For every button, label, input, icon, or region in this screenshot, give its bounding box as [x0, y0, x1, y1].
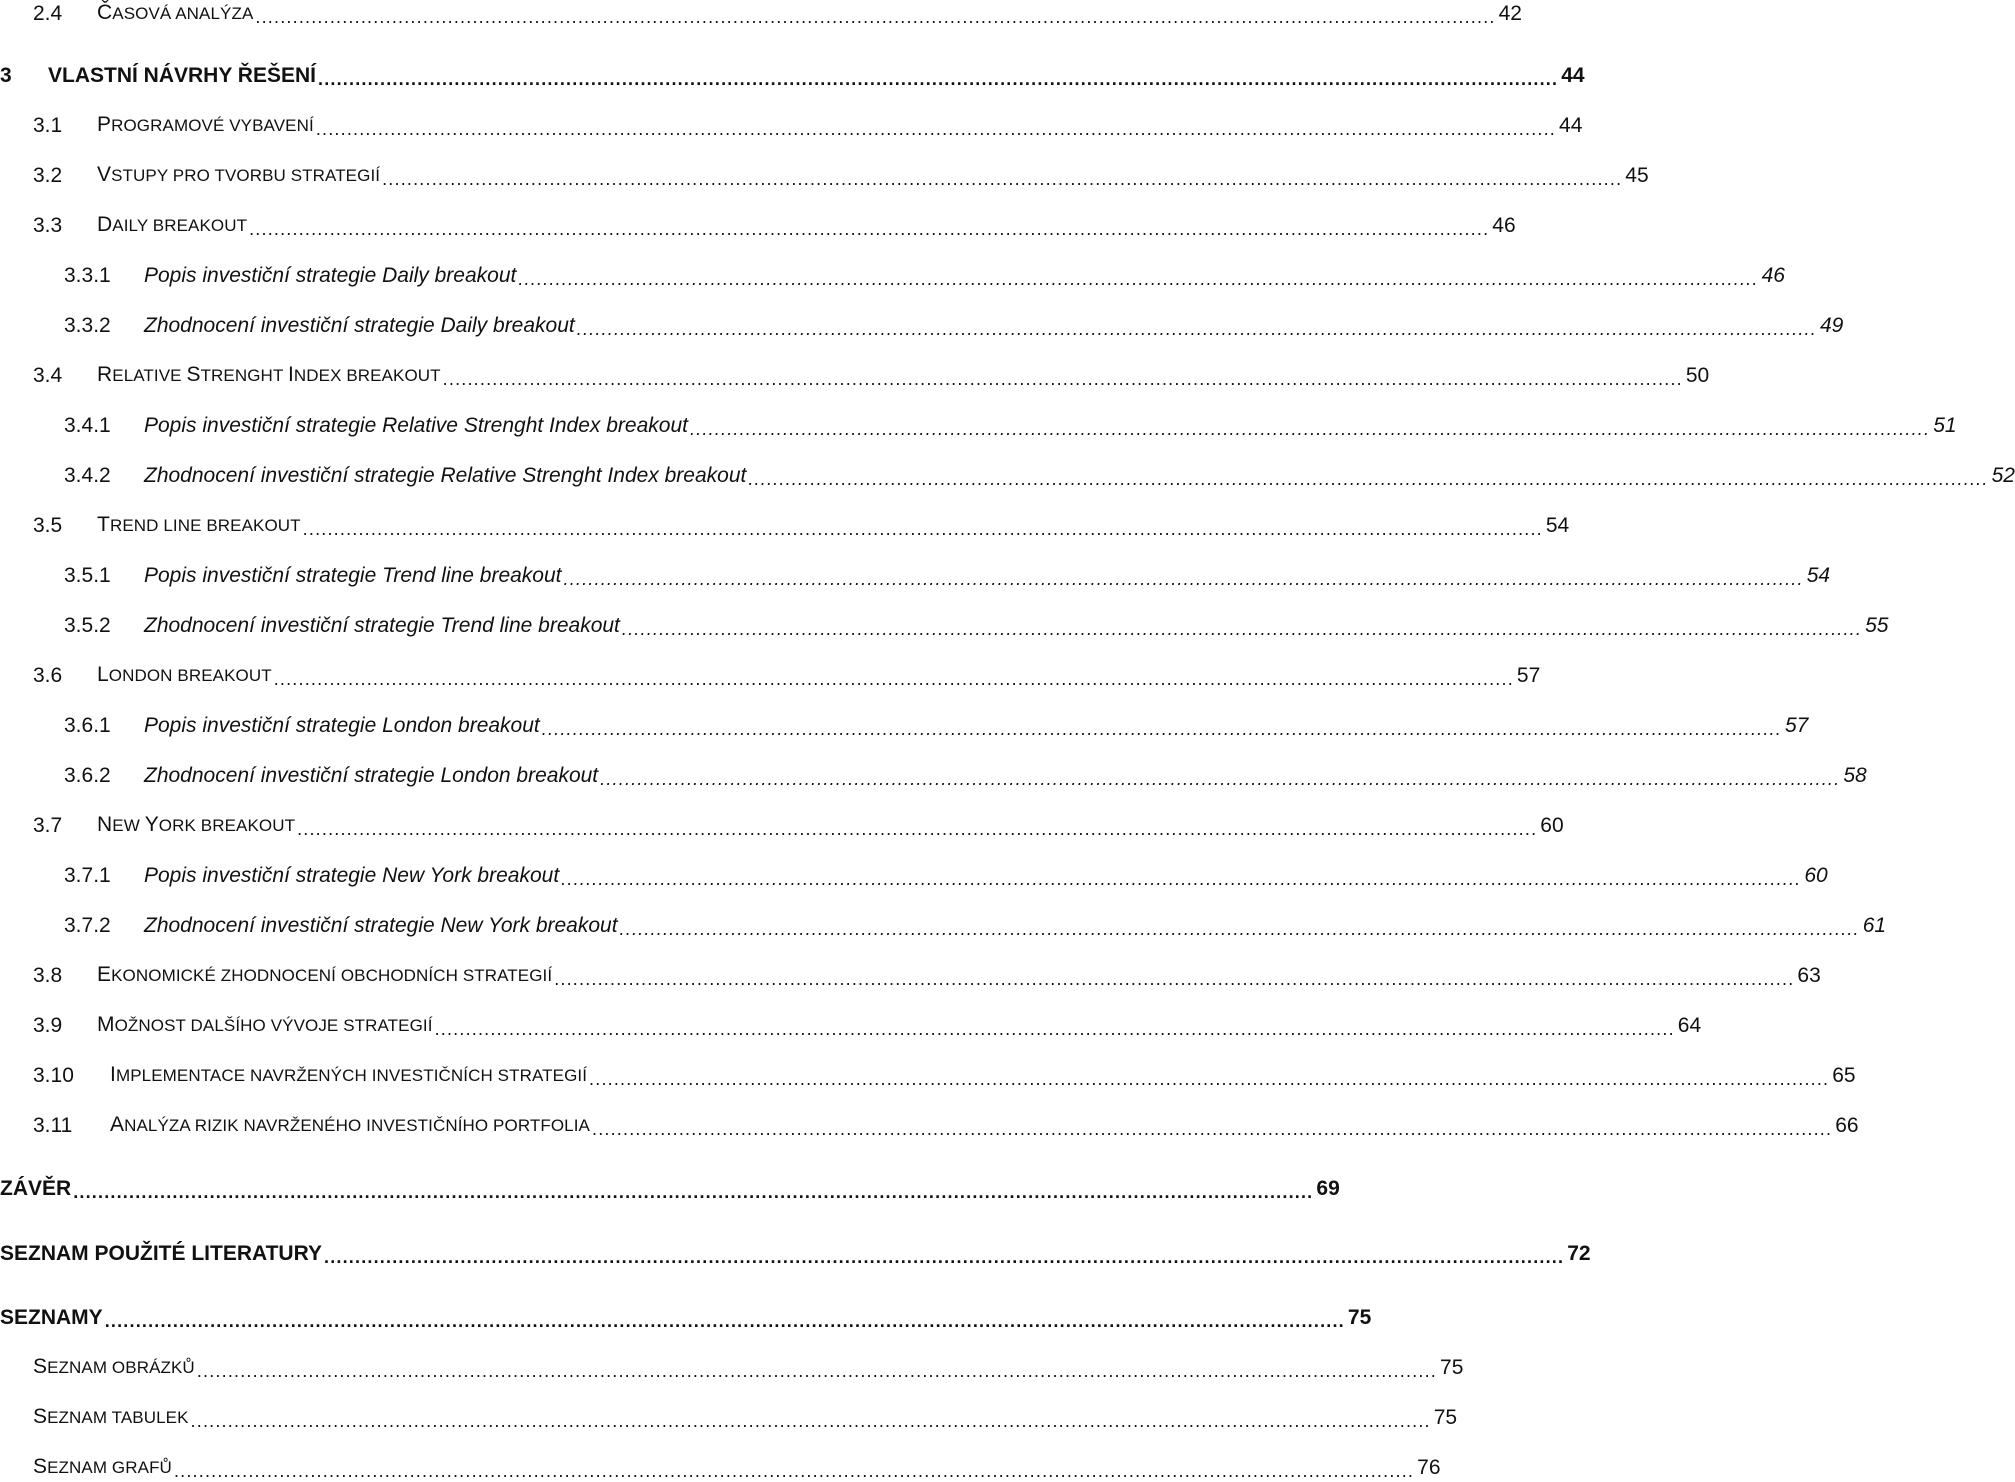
toc-entry-title: VLASTNÍ NÁVRHY ŘEŠENÍ [48, 64, 316, 87]
toc-entry-title [110, 1111, 590, 1140]
toc-entry[interactable] [0, 1298, 1372, 1332]
toc-entry-title: Zhodnocení investiční strategie London breakout [144, 764, 599, 787]
toc-entry-page: 75 [1440, 1356, 1464, 1379]
toc-entry-page: 49 [1819, 314, 1844, 337]
toc-entry-number: 3.5 [33, 514, 63, 537]
toc-entry-title [33, 1353, 195, 1382]
toc-entry-title-smallcaps: TRENGHT [200, 366, 288, 385]
toc-entry-number: 3.4 [33, 364, 63, 387]
toc-entry-title-initial: P [97, 113, 112, 136]
toc-entry-page: 54 [1806, 564, 1831, 587]
toc-entry[interactable] [0, 956, 1821, 990]
toc-entry-page: 58 [1843, 764, 1867, 787]
toc-entry-number: 3.8 [33, 964, 63, 987]
toc-entry-title [97, 111, 314, 140]
toc-entry-title-initial: S [186, 363, 201, 386]
toc-entry[interactable] [0, 856, 1828, 890]
toc-entry-title-smallcaps: ELATIVE [112, 366, 187, 385]
toc-entry-title-smallcaps: EZNAM GRAFŮ [47, 1458, 172, 1477]
toc-entry-title-smallcaps: ROGRAMOVÉ VYBAVENÍ [111, 116, 314, 135]
toc-entry-title-initial: N [97, 813, 113, 836]
toc-entry-title-smallcaps: STUPY PRO TVORBU STRATEGIÍ [111, 166, 381, 185]
toc-entry-page: 72 [1567, 1242, 1591, 1265]
toc-entry[interactable] [0, 706, 1809, 740]
toc-entry-title-initial: S [33, 1355, 48, 1378]
toc-entry-number: 3.5.2 [64, 614, 111, 637]
toc-dot-leader: ........................................................................................................................................................................................................ [324, 1247, 1565, 1267]
toc-dot-leader: ........................................................................................................................................................................................................ [382, 169, 1623, 189]
toc-entry-number: 3.2 [33, 164, 63, 187]
toc-entry-page: 69 [1316, 1177, 1340, 1200]
toc-entry-page: 76 [1417, 1456, 1441, 1479]
toc-entry-number: 3.6.2 [64, 764, 111, 787]
toc-entry-page: 57 [1784, 714, 1809, 737]
toc-entry-title-smallcaps: KONOMICKÉ ZHODNOCENÍ OBCHODNÍCH STRATEGIÍ [111, 966, 553, 985]
toc-dot-leader: ........................................................................................................................................................................................................ [173, 1461, 1415, 1481]
toc-dot-leader: ........................................................................................................................................................................................................ [621, 619, 1863, 639]
toc-entry-page: 54 [1545, 514, 1570, 537]
toc-entry-page: 51 [1933, 414, 1957, 437]
toc-dot-leader: ........................................................................................................................................................................................................ [442, 369, 1683, 389]
toc-entry-title [97, 961, 552, 990]
toc-entry-title-initial: Č [97, 1, 113, 24]
toc-dot-leader: ........................................................................................................................................................................................................ [600, 769, 1841, 789]
toc-entry-number: 3.9 [33, 1014, 63, 1037]
toc-entry[interactable] [0, 1169, 1340, 1203]
toc-entry-title-initial: E [97, 963, 112, 986]
toc-entry-page: 42 [1498, 2, 1522, 25]
toc-entry-title [97, 811, 295, 840]
toc-entry-title-initial: L [97, 663, 109, 686]
toc-entry[interactable] [0, 356, 1710, 390]
toc-entry[interactable] [0, 656, 1541, 690]
toc-dot-leader: ........................................................................................................................................................................................................ [576, 319, 1817, 339]
toc-entry-title [97, 1011, 433, 1040]
toc-entry-page: 50 [1685, 364, 1710, 387]
toc-dot-leader: ........................................................................................................................................................................................................ [273, 669, 1514, 689]
toc-dot-leader: ........................................................................................................................................................................................................ [563, 569, 1804, 589]
toc-entry-number: 3.3.1 [64, 264, 111, 287]
toc-entry[interactable] [0, 106, 1583, 140]
toc-entry[interactable] [0, 0, 1522, 28]
toc-entry[interactable] [0, 206, 1516, 240]
toc-entry-number: 3.4.2 [64, 464, 111, 487]
toc-entry-title-initial: T [97, 513, 110, 536]
toc-entry-number: 3.1 [33, 114, 63, 137]
toc-dot-leader: ........................................................................................................................................................................................................ [249, 219, 1490, 239]
toc-entry[interactable] [0, 456, 2015, 490]
toc-entry-page: 61 [1862, 914, 1887, 937]
toc-dot-leader: ........................................................................................................................................................................................................ [297, 819, 1538, 839]
toc-dot-leader: ........................................................................................................................................................................................................ [315, 119, 1557, 139]
toc-entry-page: 75 [1433, 1406, 1458, 1429]
toc-entry[interactable] [0, 556, 1831, 590]
toc-entry-number: 3 [0, 64, 12, 87]
toc-entry-number: 3.5.1 [64, 564, 111, 587]
toc-entry-title: Zhodnocení investiční strategie Daily breakout [144, 314, 575, 337]
toc-dot-leader: ........................................................................................................................................................................................................ [554, 969, 1795, 989]
toc-entry-title-smallcaps: NALÝZA RIZIK NAVRŽENÉHO INVESTIČNÍHO PORTFOLIA [124, 1116, 590, 1135]
toc-entry-title [97, 361, 441, 390]
toc-dot-leader: ........................................................................................................................................................................................................ [434, 1019, 1675, 1039]
toc-entry-title-smallcaps: NDEX BREAKOUT [293, 366, 441, 385]
toc-entry-page: 65 [1832, 1064, 1856, 1087]
toc-entry-title-initial: V [97, 163, 112, 186]
toc-entry-page: 44 [1561, 64, 1585, 87]
toc-dot-leader: ........................................................................................................................................................................................................ [255, 7, 1496, 27]
toc-entry-title-smallcaps: OŽNOST DALŠÍHO VÝVOJE STRATEGIÍ [114, 1016, 433, 1035]
toc-entry-title-smallcaps: EZNAM OBRÁZKŮ [47, 1358, 195, 1377]
toc-entry-title-initial: I [110, 1063, 116, 1086]
toc-entry-title-initial: Y [144, 813, 159, 836]
toc-entry[interactable] [0, 256, 1785, 290]
toc-entry-page: 46 [1492, 214, 1516, 237]
toc-dot-leader: ........................................................................................................................................................................................................ [561, 869, 1802, 889]
toc-dot-leader: ........................................................................................................................................................................................................ [73, 1182, 1314, 1202]
toc-dot-leader: ........................................................................................................................................................................................................ [619, 919, 1860, 939]
toc-entry-title: Zhodnocení investiční strategie New York breakout [144, 914, 618, 937]
toc-entry-page: 63 [1797, 964, 1821, 987]
toc-entry-title: Zhodnocení investiční strategie Relative Strenght Index breakout [144, 464, 747, 487]
toc-dot-leader: ........................................................................................................................................................................................................ [689, 419, 1931, 439]
toc-entry[interactable] [0, 1348, 1464, 1382]
toc-entry-title: Popis investiční strategie Trend line breakout [144, 564, 562, 587]
toc-entry-title: SEZNAM POUŽITÉ LITERATURY [0, 1242, 322, 1265]
toc-entry-number: 3.4.1 [64, 414, 111, 437]
toc-dot-leader: ........................................................................................................................................................................................................ [302, 519, 1543, 539]
toc-entry-title [97, 161, 380, 190]
toc-entry-number: 3.11 [33, 1114, 73, 1137]
toc-entry-page: 75 [1347, 1306, 1372, 1329]
toc-dot-leader: ........................................................................................................................................................................................................ [518, 269, 1759, 289]
toc-entry-number: 3.7.1 [64, 864, 111, 887]
toc-entry-title: ZÁVĚR [0, 1177, 72, 1200]
toc-entry-page: 44 [1559, 114, 1583, 137]
toc-entry-title: Popis investiční strategie Daily breakout [144, 264, 517, 287]
toc-entry-title-initial: I [287, 363, 294, 386]
toc-entry[interactable] [0, 306, 1844, 340]
toc-entry-title: Zhodnocení investiční strategie Trend line breakout [144, 614, 620, 637]
toc-entry-page: 45 [1625, 164, 1649, 187]
toc-entry-page: 60 [1540, 814, 1564, 837]
toc-entry[interactable] [0, 1056, 1856, 1090]
toc-entry-title-smallcaps: ASOVÁ ANALÝZA [112, 4, 254, 23]
toc-entry-title-smallcaps: EW [112, 816, 145, 835]
toc-entry[interactable] [0, 156, 1649, 190]
toc-entry-title-initial: M [97, 1013, 115, 1036]
toc-entry-title-initial: D [97, 213, 113, 236]
toc-entry-title-initial: S [33, 1455, 48, 1478]
toc-entry-title [97, 511, 301, 540]
toc-entry-title [97, 0, 253, 28]
toc-dot-leader: ........................................................................................................................................................................................................ [541, 719, 1782, 739]
toc-entry-title: Popis investiční strategie London breakout [144, 714, 540, 737]
toc-entry-title-smallcaps: MPLEMENTACE NAVRŽENÝCH INVESTIČNÍCH STRATEGIÍ [115, 1066, 588, 1085]
toc-entry[interactable] [0, 906, 1887, 940]
toc-entry-page: 64 [1677, 1014, 1702, 1037]
toc-entry-number: 2.4 [33, 2, 63, 25]
toc-entry-title [97, 211, 247, 240]
toc-entry[interactable] [0, 1448, 1441, 1482]
toc-entry-title: SEZNAMY [0, 1306, 103, 1329]
toc-entry-page: 52 [1991, 464, 2015, 487]
toc-entry-page: 60 [1804, 864, 1828, 887]
toc-entry-title-smallcaps: ONDON BREAKOUT [108, 666, 272, 685]
toc-entry-number: 3.7.2 [64, 914, 111, 937]
toc-entry[interactable] [0, 56, 1585, 90]
toc-entry-title [33, 1453, 172, 1482]
toc-entry-number: 3.6 [33, 664, 63, 687]
toc-entry-page: 57 [1516, 664, 1541, 687]
toc-dot-leader: ........................................................................................................................................................................................................ [592, 1119, 1833, 1139]
toc-entry-title-initial: S [33, 1405, 48, 1428]
toc-entry[interactable] [0, 1106, 1859, 1140]
toc-dot-leader: ........................................................................................................................................................................................................ [589, 1069, 1830, 1089]
toc-entry-page: 46 [1761, 264, 1785, 287]
toc-dot-leader: ........................................................................................................................................................................................................ [748, 469, 1989, 489]
toc-entry-number: 3.3 [33, 214, 63, 237]
toc-entry-title [97, 661, 272, 690]
toc-entry-number: 3.6.1 [64, 714, 111, 737]
toc-entry[interactable] [0, 1398, 1458, 1432]
toc-entry-title [33, 1403, 189, 1432]
toc-entry-title-smallcaps: AILY BREAKOUT [112, 216, 248, 235]
toc-entry-title-smallcaps: ORK BREAKOUT [158, 816, 296, 835]
toc-entry-title-smallcaps: EZNAM TABULEK [47, 1408, 189, 1427]
toc-entry-title: Popis investiční strategie New York breakout [144, 864, 560, 887]
toc-entry[interactable] [0, 506, 1570, 540]
toc-entry-title-initial: R [97, 363, 113, 386]
toc-dot-leader: ........................................................................................................................................................................................................ [196, 1361, 1438, 1381]
toc-entry[interactable] [0, 606, 1889, 640]
toc-entry-title: Popis investiční strategie Relative Strenght Index breakout [144, 414, 688, 437]
toc-entry[interactable] [0, 1234, 1591, 1268]
toc-entry-title-smallcaps: REND LINE BREAKOUT [109, 516, 301, 535]
toc-entry[interactable] [0, 1006, 1702, 1040]
toc-dot-leader: ........................................................................................................................................................................................................ [190, 1411, 1431, 1431]
toc-entry-title [110, 1061, 587, 1090]
toc-entry[interactable] [0, 756, 1867, 790]
toc-entry-number: 3.10 [33, 1064, 74, 1087]
toc-entry-number: 3.3.2 [64, 314, 111, 337]
toc-entry-page: 55 [1865, 614, 1889, 637]
toc-entry-title-initial: A [110, 1113, 125, 1136]
toc-entry[interactable] [0, 806, 1564, 840]
toc-entry[interactable] [0, 406, 1957, 440]
toc-entry-page: 66 [1835, 1114, 1859, 1137]
toc-entry-number: 3.7 [33, 814, 63, 837]
toc-dot-leader: ........................................................................................................................................................................................................ [318, 69, 1559, 89]
toc-dot-leader: ........................................................................................................................................................................................................ [104, 1311, 1345, 1331]
